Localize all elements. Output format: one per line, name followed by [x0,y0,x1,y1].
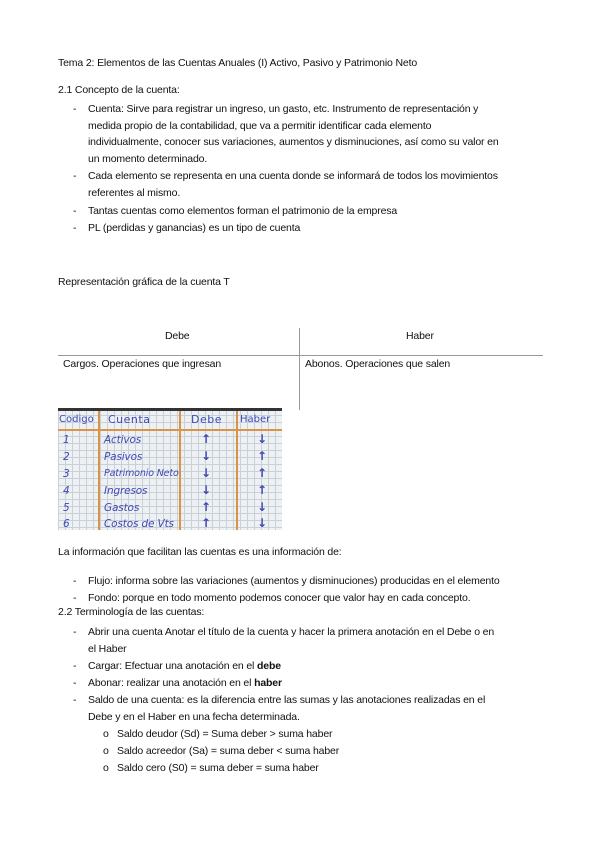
bullet-dash: - [73,660,77,672]
bullet-dash: - [73,103,77,115]
bullet-dash: - [73,575,77,587]
arrow-up-icon: ↑ [201,500,211,514]
debe-text: Cargos. Operaciones que ingresan [63,358,222,370]
text-line: un momento determinado. [88,152,208,165]
bullet-dash: - [73,205,77,217]
t-account-caption: Representación gráfica de la cuenta T [58,276,230,288]
list-item [73,101,499,167]
row-code: 5 [63,502,70,514]
text-line: Debe y en el Haber en una fecha determinada. [88,710,300,723]
row-name: Gastos [104,502,140,514]
document-title: Tema 2: Elementos de las Cuentas Anuales (I) Activo, Pasivo y Patrimonio Neto [58,57,418,69]
arrow-up-icon: ↑ [201,432,211,446]
bullet-dash: - [73,694,77,706]
arrow-down-icon: ↓ [201,483,211,497]
row-code: 4 [63,485,70,497]
text-line: Cuenta: Sirve para registrar un ingreso, un gasto, etc. Instrumento de representación y [88,103,479,115]
text-line: referentes al mismo. [88,186,181,199]
t-horizontal-line [58,355,543,356]
arrow-up-icon: ↑ [257,449,267,463]
text-line: Tantas cuentas como elementos forman el patrimonio de la empresa [88,205,398,217]
text-line: el Haber [88,642,127,655]
bold-text: debe [256,660,281,672]
header-codigo: Codigo [59,414,94,425]
debe-header: Debe [165,330,190,342]
row-code: 3 [63,468,70,480]
header-haber: Haber [240,414,271,425]
handwritten-table-photo [58,408,282,530]
sub-list-item [103,760,319,777]
text-line: Saldo acreedor (Sa) = suma deber < suma haber [117,745,340,757]
haber-header: Haber [406,330,434,342]
text-line [88,658,281,675]
row-name: Activos [104,434,142,446]
row-name: Pasivos [104,451,143,463]
list-item [73,203,398,220]
text-line: Flujo: informa sobre las variaciones (aumentos y disminuciones) producidas en el elemento [88,575,500,587]
bullet-dash: - [73,170,77,182]
bullet-dash: - [73,626,77,638]
row-code: 6 [63,518,70,530]
arrow-up-icon: ↑ [201,516,211,530]
list-item [73,220,301,237]
text-line: Saldo cero (S0) = suma deber = suma haber [117,762,319,774]
text-line: Saldo de una cuenta: es la diferencia entre las sumas y las anotaciones realizadas en el [88,694,486,706]
list-item [73,624,495,657]
row-name: Ingresos [104,485,148,497]
haber-text: Abonos. Operaciones que salen [305,358,451,370]
arrow-down-icon: ↓ [201,449,211,463]
arrow-down-icon: ↓ [257,516,267,530]
info-intro: La información que facilitan las cuentas es una información de: [58,546,342,558]
list-item [73,590,471,607]
bullet-dash: - [73,677,77,689]
t-vertical-line [299,328,300,410]
text-line: medida propio de la contabilidad, que va a permitir identificar cada elemento [88,119,432,132]
sub-list-item [103,743,340,760]
row-name: Costos de Vts [104,518,174,530]
text-line: Cada elemento se representa en una cuenta donde se informará de todos los movimientos [88,170,498,182]
header-cuenta: Cuenta [108,413,151,426]
bullet-circle: o [103,745,109,757]
section-heading-2-1: 2.1 Concepto de la cuenta: [58,84,180,96]
arrow-down-icon: ↓ [201,466,211,480]
bold-text: haber [254,677,282,689]
list-item [73,692,486,725]
section-heading-2-2: 2.2 Terminología de las cuentas: [58,606,205,618]
sub-list-item [103,726,333,743]
list-item [73,658,281,675]
text-line: PL (perdidas y ganancias) es un tipo de cuenta [88,222,301,234]
bullet-dash: - [73,592,77,604]
list-item [73,573,500,590]
text: Cargar: Efectuar una anotación en el [88,660,257,672]
text-line: Abrir una cuenta Anotar el título de la cuenta y hacer la primera anotación en el Debe o en [88,626,495,638]
list-item [73,168,498,201]
bullet-circle: o [103,728,109,740]
arrow-down-icon: ↓ [257,432,267,446]
arrow-up-icon: ↑ [257,466,267,480]
text-line [88,675,282,692]
row-code: 2 [63,451,70,463]
arrow-up-icon: ↑ [257,483,267,497]
arrow-down-icon: ↓ [257,500,267,514]
bullet-dash: - [73,222,77,234]
text-line: Saldo deudor (Sd) = Suma deber > suma haber [117,728,333,740]
row-name: Patrimonio Neto [104,468,179,479]
text-line: individualmente, conocer sus variaciones, aumentos y disminuciones, así como su valor en [88,136,499,148]
text: Abonar: realizar una anotación en el [88,677,255,689]
header-debe: Debe [191,413,222,426]
bullet-circle: o [103,762,109,774]
text-line: Fondo: porque en todo momento podemos conocer que valor hay en cada concepto. [88,592,471,604]
list-item [73,675,282,692]
row-code: 1 [63,434,70,446]
